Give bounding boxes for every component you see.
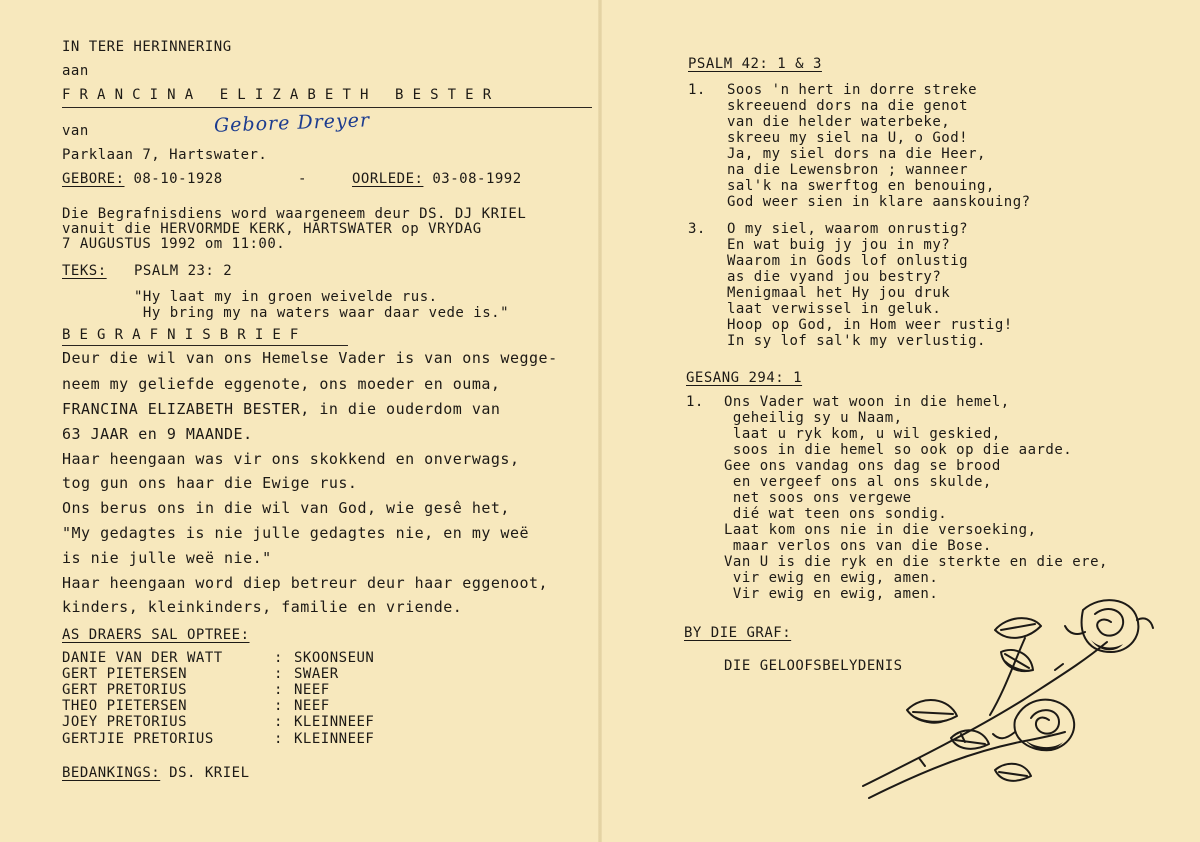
psalm-verse3 <box>727 221 1013 349</box>
verse-line: skreeuend dors na die genot <box>727 98 969 114</box>
verse-line: Waarom in Gods lof onlustig <box>727 253 969 269</box>
text-reference: PSALM 23: 2 <box>134 263 233 279</box>
heading: IN TERE HERINNERING <box>62 39 232 55</box>
thanks-label: BEDANKINGS: <box>62 765 161 781</box>
psalm-heading-text: PSALM 42: 1 & 3 <box>688 56 822 72</box>
verse-line: na die Lewensbron ; wanneer <box>727 162 969 178</box>
letter-line: Deur die wil van ons Hemelse Vader is van ons wegge- <box>62 349 558 367</box>
bearer-colon: : <box>274 666 283 682</box>
verse-line: dié wat teen ons sondig. <box>724 506 948 522</box>
grave-heading-text: BY DIE GRAF: <box>684 625 792 641</box>
address: Parklaan 7, Hartswater. <box>62 147 268 163</box>
letter-line: "My gedagtes is nie julle gedagtes nie, en my weë <box>62 524 530 542</box>
verse-line: vir ewig en ewig, amen. <box>724 570 939 586</box>
verse-line: Gee ons vandag ons dag se brood <box>724 458 1001 474</box>
verse-line: maar verlos ons van die Bose. <box>724 538 992 554</box>
bearer-relation: NEEF <box>294 698 330 714</box>
bearer-name: DANIE VAN DER WATT <box>62 650 223 666</box>
deceased-name: FRANCINA ELIZABETH BESTER <box>62 87 501 103</box>
letter-line: 63 JAAR en 9 MAANDE. <box>62 425 253 443</box>
text-label-word: TEKS: <box>62 263 107 279</box>
thanks-value: DS. KRIEL <box>160 765 250 781</box>
dash: - <box>298 171 307 187</box>
born-label: GEBORE: <box>62 171 125 187</box>
bearers-heading-text: AS DRAERS SAL OPTREE: <box>62 627 250 643</box>
bearer-colon: : <box>274 682 283 698</box>
verse-line: sal'k na swerftog en benouing, <box>727 178 995 194</box>
verse-line: Vir ewig en ewig, amen. <box>724 586 939 602</box>
verse-line: Menigmaal het Hy jou druk <box>727 285 951 301</box>
thanks-line <box>62 765 250 781</box>
bearer-name: GERTJIE PRETORIUS <box>62 731 214 747</box>
bearer-relation: KLEINNEEF <box>294 714 375 730</box>
name-underline <box>62 107 592 108</box>
text-label <box>62 263 107 279</box>
bearer-relation: SWAER <box>294 666 339 682</box>
letter-line: Ons berus ons in die wil van God, wie gesê het, <box>62 499 510 517</box>
bearer-colon: : <box>274 714 283 730</box>
verse-line: En wat buig jy jou in my? <box>727 237 951 253</box>
psalm-verse1-number: 1. <box>688 82 706 98</box>
service-line: Die Begrafnisdiens word waargeneem deur DS. DJ KRIEL <box>62 206 527 222</box>
service-line: vanuit die HERVORMDE KERK, HARTSWATER op VRYDAG <box>62 221 482 237</box>
gesang-heading <box>686 370 802 386</box>
verse-line: Soos 'n hert in dorre streke <box>727 82 978 98</box>
verse-line: Ja, my siel dors na die Heer, <box>727 146 986 162</box>
verse-line: Laat kom ons nie in die versoeking, <box>724 522 1037 538</box>
letter-line: tog gun ons haar die Ewige rus. <box>62 474 358 492</box>
verse-line: God weer sien in klare aanskouing? <box>727 194 1031 210</box>
psalm-verse3-number: 3. <box>688 221 706 237</box>
quote-line: "Hy laat my in groen weivelde rus. <box>134 289 438 305</box>
quote-line: Hy bring my na waters waar daar vede is." <box>134 305 510 321</box>
letter-line: FRANCINA ELIZABETH BESTER, in die ouderdom van <box>62 400 501 418</box>
verse-line: Ons Vader wat woon in die hemel, <box>724 394 1010 410</box>
verse-line: van die helder waterbeke, <box>727 114 951 130</box>
verse-line: laat verwissel in geluk. <box>727 301 942 317</box>
letter-heading-underline <box>62 345 348 346</box>
roses-illustration-icon <box>855 590 1185 810</box>
bearer-colon: : <box>274 731 283 747</box>
letter-line: Haar heengaan was vir ons skokkend en onverwags, <box>62 450 520 468</box>
verse-line: geheilig sy u Naam, <box>724 410 903 426</box>
bearer-colon: : <box>274 650 283 666</box>
psalm-verse1 <box>727 82 1031 210</box>
verse-line: Van U is die ryk en die sterkte en die ere, <box>724 554 1108 570</box>
bearer-name: THEO PIETERSEN <box>62 698 188 714</box>
verse-line: as die vyand jou bestry? <box>727 269 942 285</box>
van-label: van <box>62 123 89 139</box>
bearer-name: GERT PRETORIUS <box>62 682 188 698</box>
to-label: aan <box>62 63 89 79</box>
bearers-heading <box>62 627 250 643</box>
bearer-colon: : <box>274 698 283 714</box>
grave-item: DIE GELOOFSBELYDENIS <box>724 658 903 674</box>
verse-line: en vergeef ons al ons skulde, <box>724 474 992 490</box>
verse-line: In sy lof sal'k my verlustig. <box>727 333 986 349</box>
service-line: 7 AUGUSTUS 1992 om 11:00. <box>62 236 286 252</box>
bearer-relation: NEEF <box>294 682 330 698</box>
gesang-verse-number: 1. <box>686 394 704 410</box>
verse-line: laat u ryk kom, u wil geskied, <box>724 426 1001 442</box>
grave-heading <box>684 625 791 641</box>
letter-heading: BEGRAFNISBRIEF <box>62 327 308 343</box>
died-label: OORLEDE: <box>352 171 424 187</box>
died-date: 03-08-1992 <box>423 171 522 187</box>
bearer-name: GERT PIETERSEN <box>62 666 188 682</box>
birth-line <box>62 171 223 187</box>
bearer-relation: KLEINNEEF <box>294 731 375 747</box>
verse-line: soos in die hemel so ook op die aarde. <box>724 442 1073 458</box>
death-line <box>352 171 522 187</box>
psalm-heading <box>688 56 822 72</box>
letter-line: Haar heengaan word diep betreur deur haar eggenoot, <box>62 574 549 592</box>
bearer-name: JOEY PRETORIUS <box>62 714 188 730</box>
handwritten-maiden-name: Gebore Dreyer <box>213 109 371 137</box>
gesang-heading-text: GESANG 294: 1 <box>686 370 803 386</box>
born-date: 08-10-1928 <box>124 171 223 187</box>
letter-line: is nie julle weë nie." <box>62 549 272 567</box>
letter-line: neem my geliefde eggenote, ons moeder en ouma, <box>62 375 501 393</box>
letter-line: kinders, kleinkinders, familie en vriende. <box>62 598 463 616</box>
verse-line: skreeu my siel na U, o God! <box>727 130 969 146</box>
bearer-relation: SKOONSEUN <box>294 650 375 666</box>
gesang-verse <box>724 394 1108 602</box>
verse-line: net soos ons vergewe <box>724 490 912 506</box>
verse-line: O my siel, waarom onrustig? <box>727 221 969 237</box>
verse-line: Hoop op God, in Hom weer rustig! <box>727 317 1013 333</box>
